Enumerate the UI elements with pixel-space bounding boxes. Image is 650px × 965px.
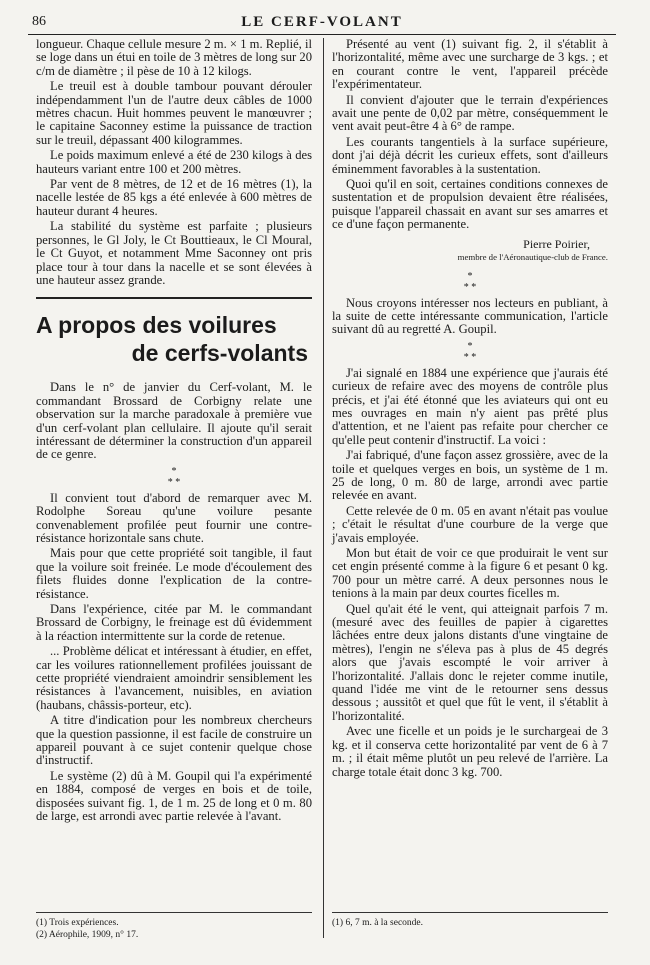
footnote: (1) Trois expériences. [36, 918, 119, 928]
paragraph: Le poids maximum enlevé a été de 230 kilogs à des hauteurs variant entre 100 et 200 mètres. [36, 148, 312, 176]
headline-line-2: de cerfs-volants [131, 340, 308, 367]
article-headline [36, 311, 312, 367]
paragraph: Le système (2) dû à M. Goupil qui l'a expérimenté en 1884, composé de verges en bois et de toile, disposées suivant fig. 1, de 1 m. 25 de long et 0 m. 80 de large, est arrondi avec partie relevée à l'avant. [36, 768, 312, 824]
paragraph: Il convient tout d'abord de remarquer avec M. Rodolphe Soreau qu'une voilure pesante convenablement profilée peut fournir une contre-résistance horizontale sans chute. [36, 490, 312, 545]
author-signature: Pierre Poirier, [523, 236, 590, 251]
paragraph: Les courants tangentiels à la surface supérieure, dont j'ai déjà décrit les curieux effets, sont d'ailleurs éminemment favorables à la sustentation. [332, 134, 608, 176]
paragraph: Avec une ficelle et un poids je le surchargeai de 3 kg. et il conserva cette horizontalité par vent de 6 à 7 m. ; il était même plutôt un peu relevé de l'arrière. La charge totale était donc 3 kg. 700. [332, 724, 608, 779]
paragraph: A titre d'indication pour les nombreux chercheurs que la question passionne, il est facile de construire un appareil pouvant à ce sujet contenir quelque chose d'instructif. [36, 713, 312, 768]
right-column [332, 38, 608, 781]
paragraph: Dans le n° de janvier du Cerf-volant, M. le commandant Brossard de Corbigny relate une observation sur la marche paradoxale à première vue d'un cerf-volant plan cellulaire. Il ajoute qu'il serait intéressant de déterminer la construction d'un appareil de ce genre. [36, 380, 312, 462]
paragraph: Mon but était de voir ce que produirait le vent sur cet engin présenté comme à la figure 6 et pesant 0 kg. 700 pour un mètre carré. A deux personnes nous le tenions à la main par deux courtes ficelles m. [332, 546, 608, 601]
paragraph: Il convient d'ajouter que le terrain d'expériences avait une pente de 0,02 par mètre, conséquemment le vent avait peut-être 4 à 6° de rampe. [332, 92, 608, 134]
paragraph: Mais pour que cette propriété soit tangible, il faut que la voilure soit freinée. Le mode d'écoulement des filets fluides donne l'explication de la contre-résistance. [36, 546, 312, 601]
footnote: (2) Aérophile, 1909, n° 17. [36, 930, 139, 940]
paragraph: Présenté au vent (1) suivant fig. 2, il s'établit à l'horizontalité, même avec une surcharge de 3 kgs. ; et en courant contre le vent, l'appareil précède l'expérimentateur. [332, 37, 608, 92]
paragraph: ... Problème délicat et intéressant à étudier, en effet, car les voilures rationnellement profilées jouissant de cette propriété viendraient amoindrir sensiblement les résistances à l'avancement, nuisibles, en aviation (haubans, châssis-porteur, etc). [36, 644, 312, 712]
page-number: 86 [32, 14, 46, 29]
paragraph: Le treuil est à double tambour pouvant dérouler indépendamment l'un de l'autre deux câbles de 1000 mètres chacun. Huit hommes peuvent le manœuvrer ; le capitaine Saconney estime la puissance de traction sur le treuil, dépassant 400 kilogrammes. [36, 79, 312, 147]
paragraph: Dans l'expérience, citée par M. le commandant Brossard de Corbigny, le freinage est dû évidemment à la réaction intermittente sur la corde de retenue. [36, 602, 312, 643]
paragraph: Par vent de 8 mètres, de 12 et de 16 mètres (1), la nacelle lestée de 85 kgs a été enlevée à 600 mètres de hauteur durant 4 heures. [36, 177, 312, 218]
running-title: LE CERF-VOLANT [241, 14, 403, 30]
page-header [28, 14, 616, 34]
asterism: * * * [167, 465, 181, 488]
section-rule [36, 297, 312, 299]
author-role: membre de l'Aéronautique-club de France. [457, 252, 608, 263]
footnote: (1) 6, 7 m. à la seconde. [332, 918, 424, 928]
paragraph: longueur. Chaque cellule mesure 2 m. × 1 m. Replié, il se loge dans un étui en toile de 3 mètres de long sur 20 c/m de diamètre ; il pèse de 10 à 12 kilogs. [36, 37, 312, 78]
left-column [36, 38, 312, 826]
paragraph: La stabilité du système est parfaite ; plusieurs personnes, le Gl Joly, le Ct Bouttieaux, le Cl Moural, le Ct Guyot, et notamment Mme Saconney ont pris place tour à tour dans la nacelle et se sont élevées à une hauteur assez grande. [36, 219, 312, 287]
paragraph: Quel qu'ait été le vent, qui atteignait parfois 7 m. (mesuré avec des feuilles de papier à cigarettes lâchées entre deux jalons distants d'une vingtaine de mètres), l'engin ne s'éleva pas à plus de 45 degrés alors que j'avais escompté le voir arriver à l'horizontalité. J'allais donc le rejeter comme inutile, quand l'idée me vint de le retourner sens dessus dessous ; aussitôt et quel que fût le vent, il s'établit à l'horizontalité. [332, 601, 608, 723]
asterism: * * * [463, 270, 477, 293]
paragraph: J'ai fabriqué, d'une façon assez grossière, avec de la toile et quelques verges en bois, un système de 1 m. 25 de long, 0 m. 80 de large, arrondi avec partie relevée en avant. [332, 448, 608, 503]
paragraph: J'ai signalé en 1884 une expérience que j'aurais été curieux de refaire avec des moyens de contrôle plus précis, et j'ai été étonné que les aviateurs qui ont eu mes ouvrages en main n'y aient pas prêté plus d'attention, et ne l'aient pas refaite pour chercher ce qu'elle peut contenir d'instructif. La voici : [332, 365, 608, 447]
headline-line-1: A propos des voilures [36, 312, 277, 339]
footnotes-right [332, 912, 608, 929]
paragraph: Nous croyons intéresser nos lecteurs en publiant, à la suite de cette intéressante communication, l'article suivant dû au regretté A. Goupil. [332, 295, 608, 337]
paragraph: Quoi qu'il en soit, certaines conditions connexes de sustentation et de propulsion devaient être réalisées, puisque l'appareil chassait en avant sur ses amarres et ce d'une façon permanente. [332, 177, 608, 232]
footnotes-left [36, 912, 312, 941]
asterism: * * * [463, 340, 477, 363]
header-rule [28, 34, 616, 35]
paragraph: Cette relevée de 0 m. 05 en avant n'était pas voulue ; c'était le résultat d'une courbure de la verge que j'avais employée. [332, 503, 608, 545]
column-divider [323, 38, 324, 938]
